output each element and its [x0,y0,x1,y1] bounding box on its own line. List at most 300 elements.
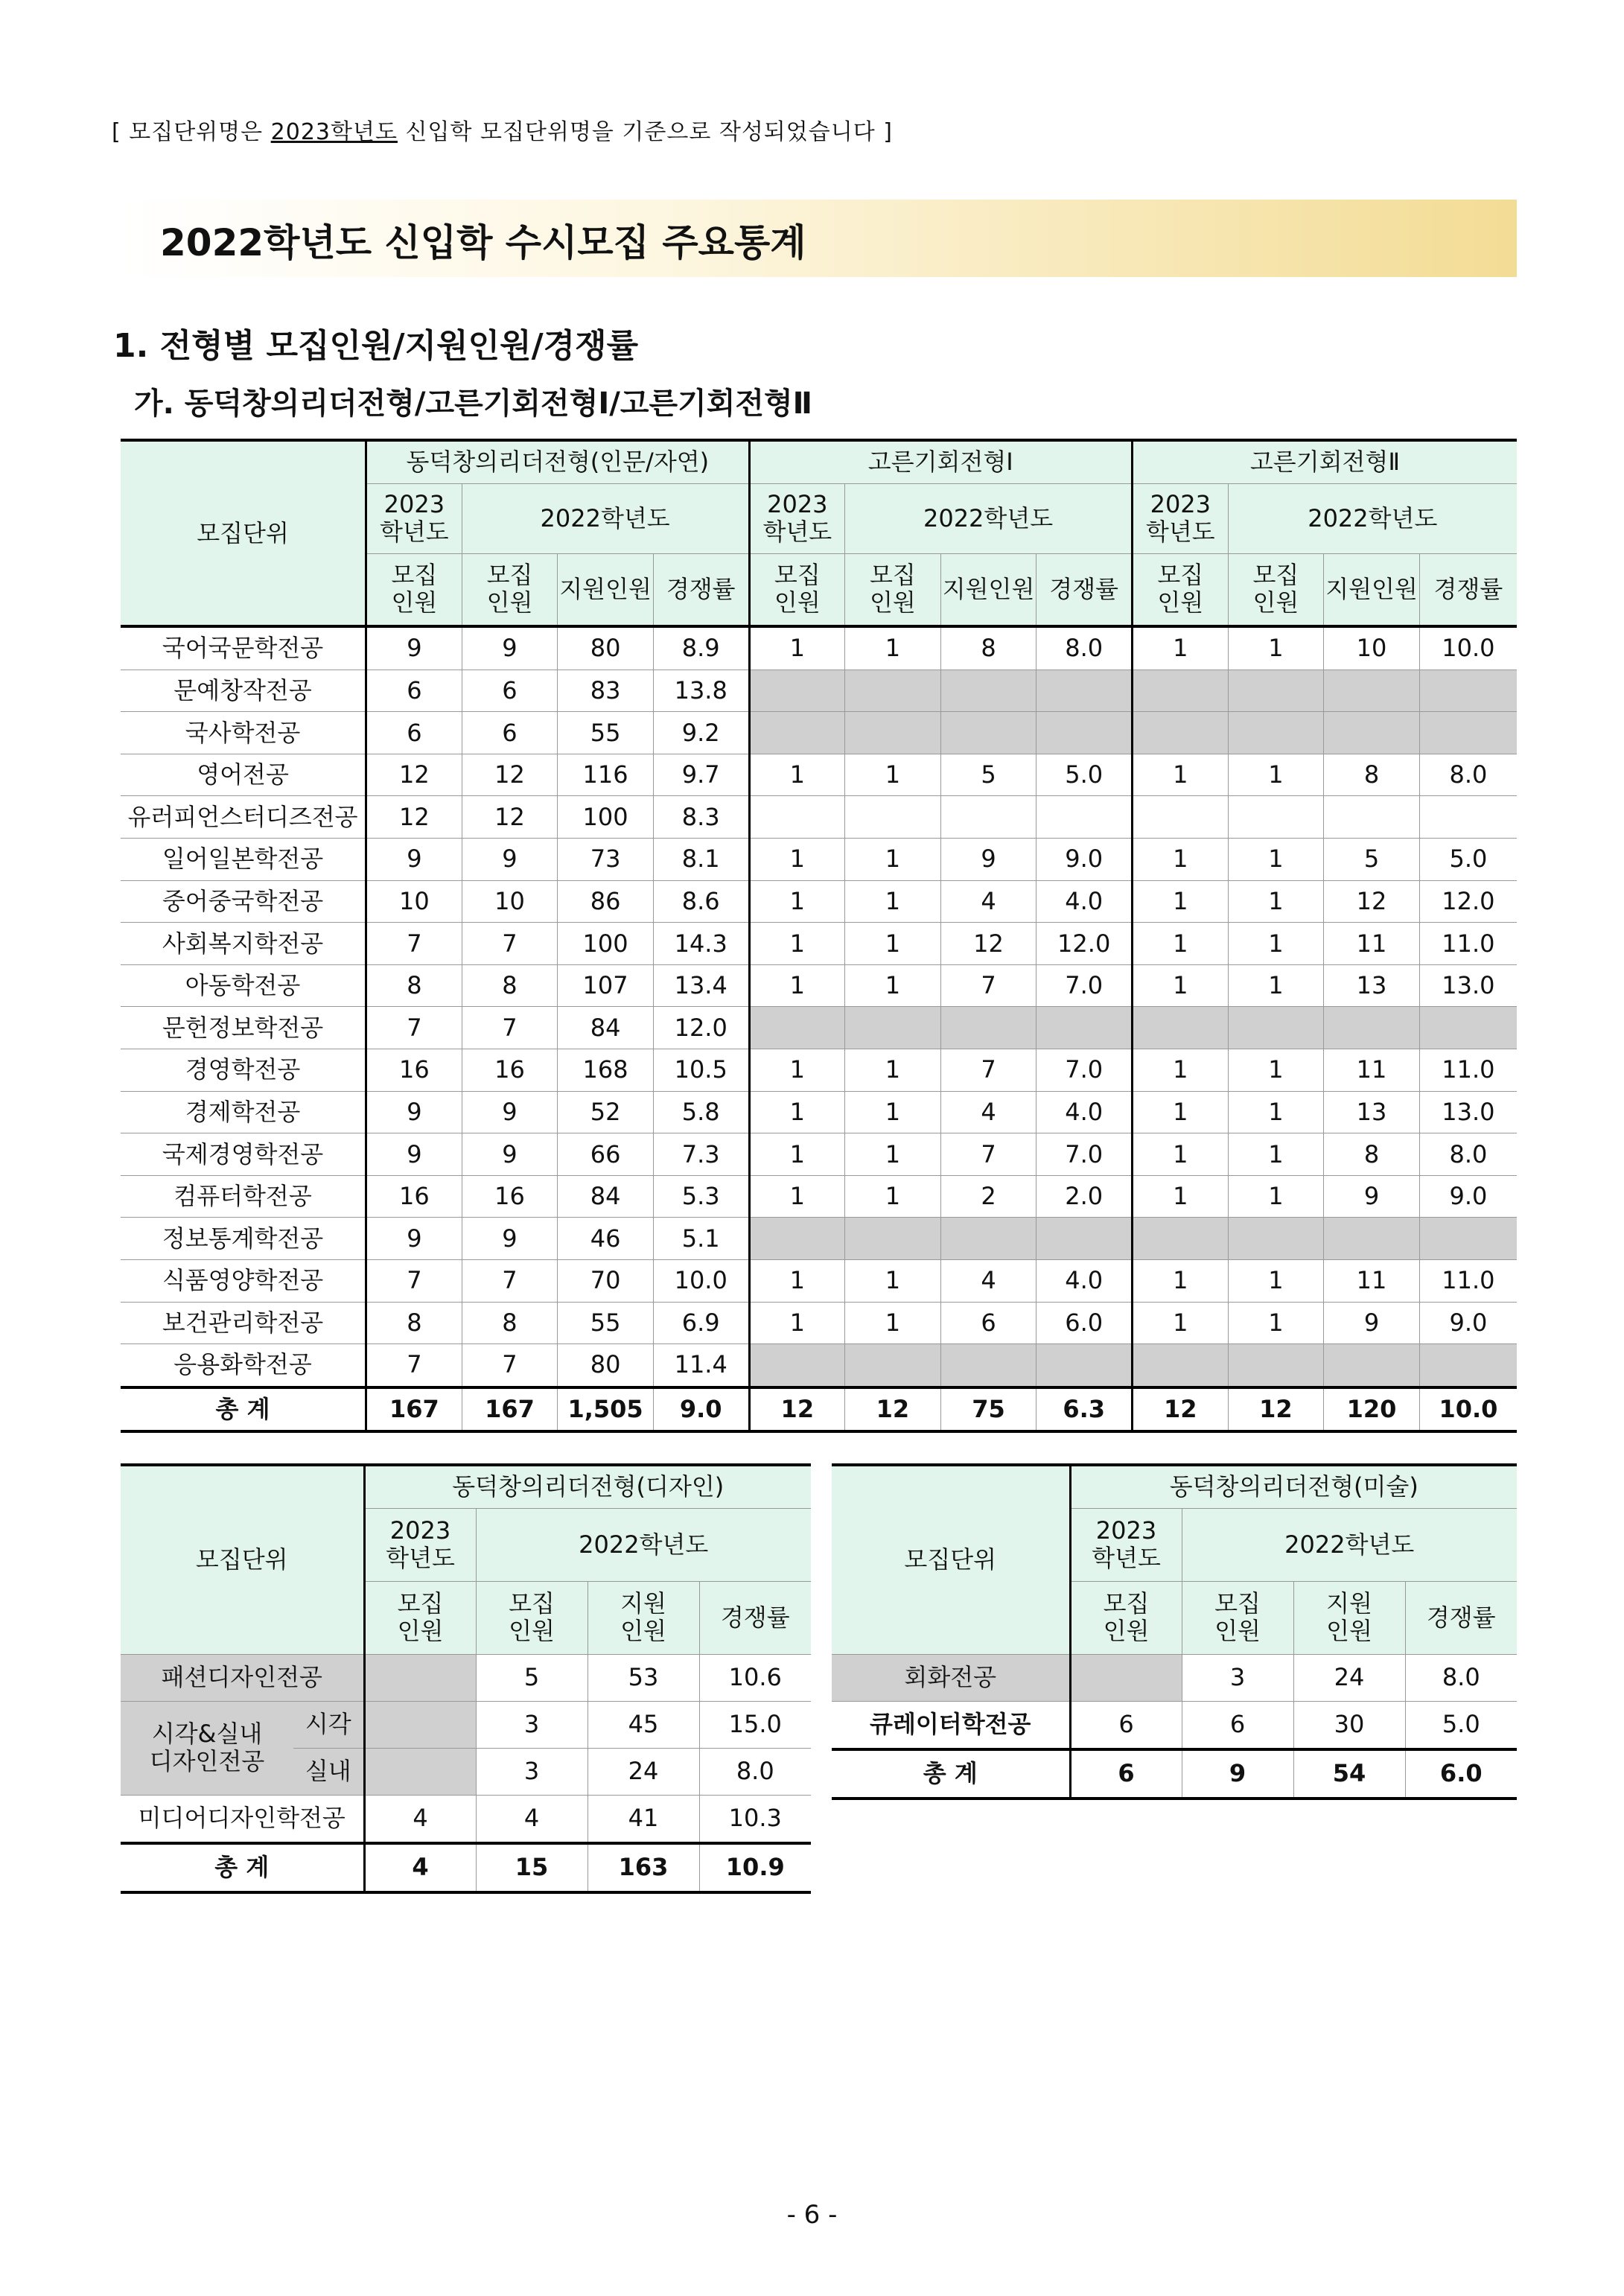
cell: 1 [749,838,845,880]
unit-name: 사회복지학전공 [121,923,366,965]
cell: 1 [749,1302,845,1344]
cell: 10.3 [699,1795,811,1843]
cell: 13.4 [653,964,749,1007]
year-2022-header: 2022학년도 [845,483,1133,553]
unit-name: 미디어디자인학전공 [121,1795,364,1843]
cell [1324,712,1420,754]
cell: 1 [845,754,941,796]
cell: 80 [558,626,654,670]
cell: 84 [558,1175,654,1218]
cell [845,1344,941,1387]
cell: 12 [1324,880,1420,923]
cell: 5.0 [1037,754,1133,796]
cell: 6.0 [1405,1749,1517,1799]
cell: 16 [462,1175,558,1218]
cell: 167 [366,1387,462,1432]
unit-name: 시각&실내 디자인전공 [121,1701,293,1795]
cell: 9 [366,838,462,880]
cell [749,1218,845,1260]
cell: 13 [1324,1091,1420,1133]
cell: 15 [476,1843,587,1892]
cell [749,670,845,712]
cell: 46 [558,1218,654,1260]
table-row [121,880,1517,923]
cell: 66 [558,1133,654,1176]
cell: 9.0 [1037,838,1133,880]
table-row [832,1654,1517,1701]
cell: 15.0 [699,1701,811,1748]
cell: 9.0 [653,1387,749,1432]
admission-stats-table-design [121,1463,811,1894]
unit-name: 정보통계학전공 [121,1218,366,1260]
cell: 12 [462,754,558,796]
group-header: 동덕창의리더전형(디자인) [364,1465,811,1508]
cell [749,712,845,754]
cell: 6.3 [1037,1387,1133,1432]
cell [1070,1654,1182,1701]
cell: 9 [1324,1302,1420,1344]
cell: 80 [558,1344,654,1387]
sub-header: 지원 인원 [587,1581,699,1654]
cell: 12 [845,1387,941,1432]
table-row [121,712,1517,754]
cell: 107 [558,964,654,1007]
cell: 1 [845,1091,941,1133]
cell: 6 [1070,1701,1182,1749]
cell [1133,1007,1229,1049]
cell: 9 [462,626,558,670]
cell: 100 [558,796,654,839]
cell: 9.7 [653,754,749,796]
cell: 8.9 [653,626,749,670]
year-2022-header: 2022학년도 [1182,1508,1517,1581]
cell [1324,1344,1420,1387]
cell: 4 [364,1843,476,1892]
unit-name: 국제경영학전공 [121,1133,366,1176]
table-row [121,1344,1517,1387]
table-row [121,1795,811,1843]
cell [1133,1344,1229,1387]
unit-header: 모집단위 [832,1465,1070,1654]
total-label: 총 계 [121,1387,366,1432]
cell: 1 [1133,838,1229,880]
unit-name: 패션디자인전공 [121,1654,364,1701]
cell [1419,1218,1517,1260]
cell: 13.0 [1419,1091,1517,1133]
cell [1419,670,1517,712]
year-2022-header: 2022학년도 [462,483,749,553]
unit-name: 식품영양학전공 [121,1259,366,1302]
cell [845,670,941,712]
cell [1037,670,1133,712]
cell: 1 [1228,1259,1324,1302]
unit-header: 모집단위 [121,440,366,626]
cell: 4 [364,1795,476,1843]
cell [1133,712,1229,754]
cell: 1 [749,1133,845,1176]
cell: 116 [558,754,654,796]
cell: 8.0 [1405,1654,1517,1701]
cell: 9 [366,1218,462,1260]
cell: 9 [462,1133,558,1176]
cell: 8.3 [653,796,749,839]
cell: 7 [462,1344,558,1387]
cell [1228,796,1324,839]
total-row [121,1843,811,1892]
cell: 8 [1324,754,1420,796]
cell: 9.2 [653,712,749,754]
cell: 1 [1133,1302,1229,1344]
cell: 12.0 [1419,880,1517,923]
cell [940,1344,1037,1387]
cell: 120 [1324,1387,1420,1432]
cell: 1 [845,1049,941,1091]
table-row [121,796,1517,839]
cell: 1 [1228,1133,1324,1176]
cell: 10.9 [699,1843,811,1892]
cell [1419,1007,1517,1049]
cell [1228,1344,1324,1387]
cell: 10.0 [1419,626,1517,670]
cell: 1 [749,1049,845,1091]
sub-header: 모집 인원 [1070,1581,1182,1654]
cell: 9 [462,1218,558,1260]
sub-header: 모집 인원 [845,553,941,626]
section-heading: 1. 전형별 모집인원/지원인원/경쟁률 [113,327,639,365]
unit-name: 일어일본학전공 [121,838,366,880]
cell: 1 [1228,626,1324,670]
cell [364,1654,476,1701]
total-row [832,1749,1517,1799]
cell: 1 [1133,1133,1229,1176]
cell [1037,1218,1133,1260]
cell: 1 [749,1091,845,1133]
cell: 12.0 [653,1007,749,1049]
sub-header: 경쟁률 [1419,553,1517,626]
cell: 5 [476,1654,587,1701]
year-2022-header: 2022학년도 [1228,483,1517,553]
cell [1228,670,1324,712]
cell: 1 [845,1133,941,1176]
cell: 5.3 [653,1175,749,1218]
cell: 1 [1133,964,1229,1007]
cell: 2.0 [1037,1175,1133,1218]
notice-year: 2023학년도 [270,119,398,145]
cell: 45 [587,1701,699,1748]
cell: 5.0 [1405,1701,1517,1749]
cell [364,1748,476,1795]
cell: 1 [1228,1302,1324,1344]
cell: 52 [558,1091,654,1133]
cell: 8 [366,1302,462,1344]
cell [1037,796,1133,839]
cell: 1 [749,1259,845,1302]
sub-header: 모집 인원 [1133,553,1229,626]
cell: 73 [558,838,654,880]
year-2023-header: 2023 학년도 [1133,483,1229,553]
subsection-heading: 가. 동덕창의리더전형/고른기회전형Ⅰ/고른기회전형Ⅱ [134,387,813,421]
cell: 8.1 [653,838,749,880]
cell: 6 [366,712,462,754]
table-row [121,1302,1517,1344]
cell: 1 [845,880,941,923]
cell: 53 [587,1654,699,1701]
sub-header: 지원 인원 [1293,1581,1405,1654]
notice-text: [ 모집단위명은 2023학년도 신입학 모집단위명을 기준으로 작성되었습니다 ] [112,119,893,145]
total-label: 총 계 [121,1843,364,1892]
cell: 11 [1324,923,1420,965]
cell [1133,796,1229,839]
cell: 7 [940,1049,1037,1091]
cell: 1 [1133,626,1229,670]
sub-header: 경쟁률 [1405,1581,1517,1654]
cell: 3 [476,1748,587,1795]
cell: 10.5 [653,1049,749,1091]
cell: 4 [940,1091,1037,1133]
sub-header: 경쟁률 [1037,553,1133,626]
sub-header: 모집 인원 [366,553,462,626]
cell: 4.0 [1037,1259,1133,1302]
cell: 4.0 [1037,1091,1133,1133]
cell [1037,1007,1133,1049]
table-row [121,1259,1517,1302]
cell: 5.0 [1419,838,1517,880]
sub-header: 모집 인원 [1228,553,1324,626]
cell: 1 [749,880,845,923]
cell: 1 [1228,838,1324,880]
cell: 5 [1324,838,1420,880]
total-label: 총 계 [832,1749,1070,1799]
cell: 1 [845,1302,941,1344]
cell: 8.0 [699,1748,811,1795]
cell: 55 [558,712,654,754]
cell: 7 [366,1344,462,1387]
unit-name: 보건관리학전공 [121,1302,366,1344]
cell: 1 [1228,754,1324,796]
cell [940,712,1037,754]
cell [1133,1218,1229,1260]
cell [749,1007,845,1049]
unit-name: 응용화학전공 [121,1344,366,1387]
cell: 4.0 [1037,880,1133,923]
cell: 1 [1228,1175,1324,1218]
cell: 1 [749,923,845,965]
cell [1324,1218,1420,1260]
total-row [121,1387,1517,1432]
table-row [121,670,1517,712]
cell: 11.0 [1419,923,1517,965]
sub-header: 지원인원 [558,553,654,626]
cell [845,1007,941,1049]
unit-subname: 시각 [293,1701,364,1748]
cell: 7 [940,964,1037,1007]
cell: 8.0 [1037,626,1133,670]
cell: 1 [845,838,941,880]
cell: 9 [366,626,462,670]
cell: 12 [366,754,462,796]
sub-header: 모집 인원 [476,1581,587,1654]
cell: 13.0 [1419,964,1517,1007]
unit-subname: 실내 [293,1748,364,1795]
cell: 8 [462,1302,558,1344]
cell: 4 [940,1259,1037,1302]
cell: 7.0 [1037,964,1133,1007]
cell: 1,505 [558,1387,654,1432]
group-header: 고른기회전형Ⅰ [749,440,1132,483]
cell [940,670,1037,712]
cell: 4 [476,1795,587,1843]
cell: 6 [1070,1749,1182,1799]
sub-header: 모집 인원 [364,1581,476,1654]
cell: 16 [366,1175,462,1218]
sub-header: 경쟁률 [653,553,749,626]
cell: 7 [366,1007,462,1049]
cell: 84 [558,1007,654,1049]
cell: 7 [366,923,462,965]
cell: 10 [366,880,462,923]
unit-name: 큐레이터학전공 [832,1701,1070,1749]
group-header: 동덕창의리더전형(미술) [1070,1465,1517,1508]
cell [1228,712,1324,754]
cell: 6 [462,712,558,754]
sub-header: 모집 인원 [749,553,845,626]
cell: 1 [845,964,941,1007]
cell: 13 [1324,964,1420,1007]
cell: 1 [1228,964,1324,1007]
cell: 54 [1293,1749,1405,1799]
cell: 9 [462,1091,558,1133]
unit-name: 영어전공 [121,754,366,796]
cell: 1 [845,1259,941,1302]
cell: 3 [476,1701,587,1748]
cell: 9 [1182,1749,1293,1799]
table-row [121,1133,1517,1176]
cell: 3 [1182,1654,1293,1701]
group-header: 고른기회전형Ⅱ [1133,440,1518,483]
cell: 9.0 [1419,1302,1517,1344]
cell: 12 [749,1387,845,1432]
cell: 8 [1324,1133,1420,1176]
table-row [832,1701,1517,1749]
cell [940,1007,1037,1049]
cell: 11.0 [1419,1049,1517,1091]
cell [1419,796,1517,839]
cell: 5.1 [653,1218,749,1260]
sub-header: 모집 인원 [1182,1581,1293,1654]
cell: 1 [845,626,941,670]
cell: 6.9 [653,1302,749,1344]
unit-name: 국사학전공 [121,712,366,754]
cell: 16 [462,1049,558,1091]
unit-name: 중어중국학전공 [121,880,366,923]
cell: 41 [587,1795,699,1843]
year-2023-header: 2023 학년도 [749,483,845,553]
cell: 9 [366,1133,462,1176]
page-number: - 6 - [786,2200,838,2230]
cell [1228,1007,1324,1049]
cell: 9 [462,838,558,880]
cell: 16 [366,1049,462,1091]
table-row [121,1654,811,1701]
cell: 1 [1228,880,1324,923]
cell: 163 [587,1843,699,1892]
cell [364,1701,476,1748]
cell: 2 [940,1175,1037,1218]
cell: 75 [940,1387,1037,1432]
table-row [121,1091,1517,1133]
cell: 167 [462,1387,558,1432]
cell [1037,1344,1133,1387]
cell: 11 [1324,1049,1420,1091]
year-2022-header: 2022학년도 [476,1508,811,1581]
cell: 9 [366,1091,462,1133]
cell: 10.6 [699,1654,811,1701]
cell: 1 [1133,923,1229,965]
unit-name: 유러피언스터디즈전공 [121,796,366,839]
cell: 1 [749,626,845,670]
table-row [121,1218,1517,1260]
unit-header: 모집단위 [121,1465,364,1654]
cell [845,712,941,754]
table-row [121,923,1517,965]
cell: 7 [462,1259,558,1302]
cell: 1 [749,1175,845,1218]
cell: 24 [587,1748,699,1795]
cell: 5 [940,754,1037,796]
cell [845,1218,941,1260]
cell: 11.4 [653,1344,749,1387]
table-row [121,1175,1517,1218]
admission-stats-table-art [832,1463,1517,1800]
cell [1419,1344,1517,1387]
cell [1037,712,1133,754]
cell: 1 [845,1175,941,1218]
cell: 9 [1324,1175,1420,1218]
cell: 7 [462,923,558,965]
cell: 6 [940,1302,1037,1344]
year-2023-header: 2023 학년도 [364,1508,476,1581]
sub-header: 경쟁률 [699,1581,811,1654]
cell [1324,796,1420,839]
cell [749,796,845,839]
cell [940,796,1037,839]
cell: 8 [462,964,558,1007]
cell: 7.0 [1037,1049,1133,1091]
cell: 8 [940,626,1037,670]
unit-name: 컴퓨터학전공 [121,1175,366,1218]
cell: 9 [940,838,1037,880]
group-header: 동덕창의리더전형(인문/자연) [366,440,749,483]
cell: 10 [462,880,558,923]
cell: 30 [1293,1701,1405,1749]
cell: 100 [558,923,654,965]
cell: 83 [558,670,654,712]
cell: 6.0 [1037,1302,1133,1344]
page-title: 2022학년도 신입학 수시모집 주요통계 [160,221,806,264]
unit-name: 국어국문학전공 [121,626,366,670]
cell: 8 [366,964,462,1007]
cell [845,796,941,839]
admission-stats-table-1 [121,439,1517,1433]
cell: 8.6 [653,880,749,923]
year-2023-header: 2023 학년도 [1070,1508,1182,1581]
cell [940,1218,1037,1260]
cell: 12 [462,796,558,839]
cell: 55 [558,1302,654,1344]
table-row [121,838,1517,880]
cell [1324,670,1420,712]
cell [749,1344,845,1387]
